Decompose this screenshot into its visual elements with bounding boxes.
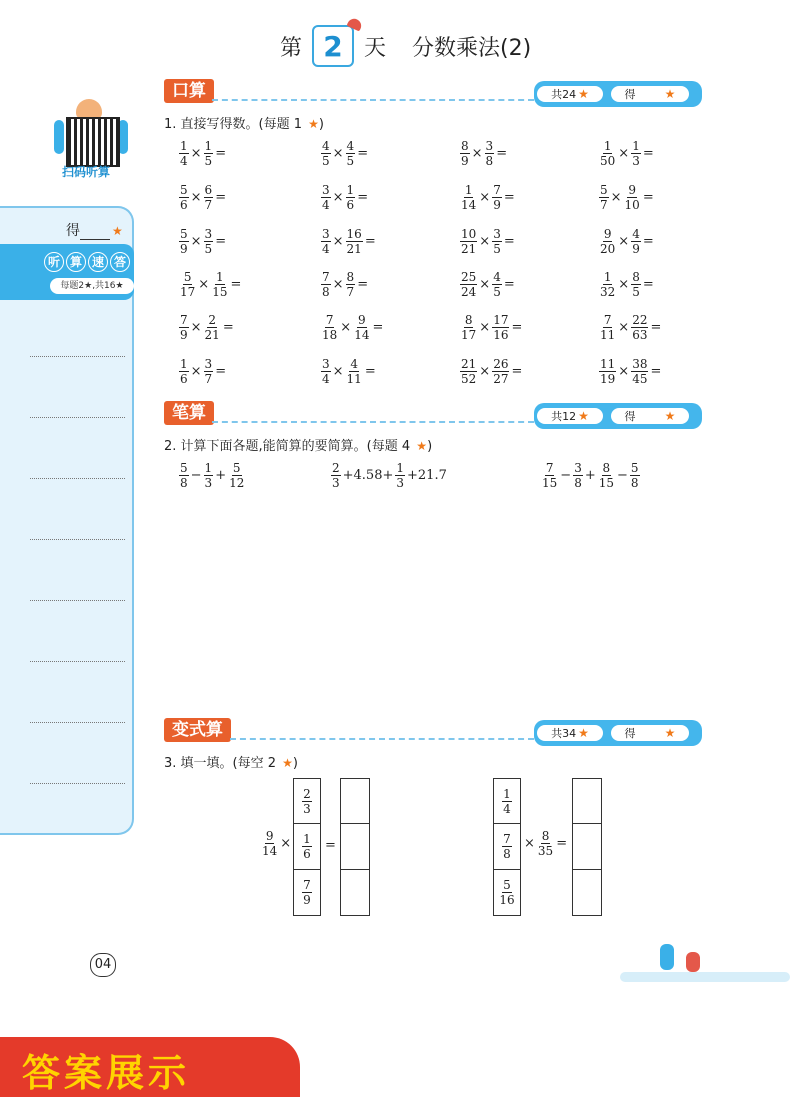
- answer-line[interactable]: [30, 722, 125, 723]
- oral-problem[interactable]: $\frac{5}{6}$ × $\frac{6}{7}$ =: [180, 183, 227, 212]
- star-icon: ★: [308, 117, 319, 131]
- equals-sign: =: [325, 838, 336, 853]
- answer-line[interactable]: [30, 783, 125, 784]
- oral-problem[interactable]: $\frac{25}{24}$ × $\frac{4}{5}$ =: [461, 270, 515, 299]
- answer-line[interactable]: [30, 417, 125, 418]
- fill-factor-column: [293, 778, 321, 916]
- oral-problem[interactable]: $\frac{10}{21}$ × $\frac{3}{5}$ =: [461, 227, 515, 256]
- question-text: 1. 直接写得数。(每题 1: [164, 117, 303, 132]
- fill-multiplier: $\frac{9}{14}$ ×: [262, 829, 292, 858]
- title-char: 算: [66, 252, 86, 272]
- section2-tag: 笔算: [164, 401, 214, 425]
- star-icon: ★: [664, 726, 676, 740]
- section2-divider: [212, 421, 534, 423]
- answer-line[interactable]: [30, 661, 125, 662]
- section3-score-pill: [534, 720, 702, 746]
- star-icon: ★: [112, 224, 123, 238]
- oral-problem[interactable]: $\frac{1}{4}$ × $\frac{1}{5}$ =: [180, 139, 227, 168]
- question-1: 1. 直接写得数。(每题 1 ★): [164, 117, 324, 132]
- oral-problem[interactable]: $\frac{3}{4}$ × $\frac{16}{21}$ =: [322, 227, 376, 256]
- answer-sidebar: [0, 206, 134, 835]
- day-number: 2: [323, 29, 343, 63]
- oral-problem[interactable]: $\frac{1}{14}$ × $\frac{7}{9}$ =: [461, 183, 515, 212]
- section3-tag: 变式算: [164, 718, 231, 742]
- oral-problem[interactable]: $\frac{9}{20}$ × $\frac{4}{9}$ =: [600, 227, 654, 256]
- oral-problem[interactable]: $\frac{21}{52}$ × $\frac{26}{27}$ =: [461, 357, 523, 386]
- title-char: 速: [88, 252, 108, 272]
- star-icon: ★: [578, 87, 589, 101]
- oral-problem[interactable]: $\frac{1}{50}$ × $\frac{1}{3}$ =: [600, 139, 654, 168]
- section1-tag: 口算: [164, 79, 214, 103]
- oral-problem[interactable]: $\frac{4}{5}$ × $\frac{4}{5}$ =: [322, 139, 369, 168]
- question-3: 3. 填一填。(每空 2 ★): [164, 756, 298, 771]
- factor-cell: $\frac{5}{16}$: [493, 870, 521, 916]
- answer-cell[interactable]: [572, 778, 602, 824]
- total-label: 共24: [551, 88, 577, 101]
- factor-cell: $\frac{7}{8}$: [493, 824, 521, 870]
- section1-score-pill: [534, 81, 702, 107]
- title-char: 听: [44, 252, 64, 272]
- oral-problem[interactable]: $\frac{5}{9}$ × $\frac{3}{5}$ =: [180, 227, 227, 256]
- oral-problem[interactable]: $\frac{8}{9}$ × $\frac{3}{8}$ =: [461, 139, 508, 168]
- oral-problem[interactable]: $\frac{7}{11}$ × $\frac{22}{63}$ =: [600, 313, 662, 342]
- section1-divider: [212, 99, 534, 101]
- factor-cell: $\frac{1}{6}$: [293, 824, 321, 870]
- snow-ground: [620, 972, 790, 982]
- hat-icon: [347, 17, 364, 32]
- answer-banner-label: 答案展示: [22, 1051, 191, 1095]
- oral-problem[interactable]: $\frac{11}{19}$ × $\frac{38}{45}$ =: [600, 357, 662, 386]
- oral-problem[interactable]: $\frac{8}{17}$ × $\frac{17}{16}$ =: [461, 313, 523, 342]
- oral-problem[interactable]: $\frac{5}{17}$ × $\frac{1}{15}$ =: [180, 270, 242, 299]
- oral-problem[interactable]: $\frac{1}{6}$ × $\frac{3}{7}$ =: [180, 357, 227, 386]
- answer-cell[interactable]: [340, 824, 370, 870]
- factor-cell: $\frac{1}{4}$: [493, 778, 521, 824]
- star-icon: ★: [578, 726, 589, 740]
- sidebar-score: [66, 220, 123, 240]
- oral-problem[interactable]: $\frac{3}{4}$ × $\frac{1}{6}$ =: [322, 183, 369, 212]
- question-text: 3. 填一填。(每空 2: [164, 756, 277, 771]
- answer-column: [340, 778, 370, 916]
- total-label: 共12: [551, 410, 577, 423]
- answer-line[interactable]: [30, 600, 125, 601]
- star-icon: ★: [664, 87, 676, 101]
- fill-multiplier: × $\frac{8}{35}$ =: [524, 829, 568, 858]
- answer-line[interactable]: [30, 478, 125, 479]
- star-icon: ★: [578, 409, 589, 423]
- answer-column: [572, 778, 602, 916]
- sidebar-title: [44, 252, 130, 272]
- answer-line[interactable]: [30, 539, 125, 540]
- oral-problem[interactable]: $\frac{7}{9}$ × $\frac{2}{21}$ =: [180, 313, 234, 342]
- written-problem[interactable]: $\frac{2}{3}$ +4.58+ $\frac{1}{3}$ +21.7: [332, 461, 447, 490]
- page-title: 分数乘法(2): [412, 35, 532, 61]
- score-label: 得: [624, 410, 636, 423]
- title-char: 答: [110, 252, 130, 272]
- fill-factor-column: [493, 778, 521, 916]
- day-prefix: 第: [280, 35, 303, 61]
- oral-problem[interactable]: $\frac{5}{7}$ × $\frac{9}{10}$ =: [600, 183, 654, 212]
- written-problem[interactable]: $\frac{5}{8}$ − $\frac{1}{3}$ + $\frac{5}{12}$: [180, 461, 245, 490]
- headphone-left-icon: [54, 120, 64, 154]
- score-label: 得: [624, 727, 636, 740]
- oral-problem[interactable]: $\frac{7}{18}$ × $\frac{9}{14}$ =: [322, 313, 384, 342]
- bird-icon: [76, 99, 102, 119]
- day-number-box: [312, 25, 354, 67]
- answer-cell[interactable]: [340, 870, 370, 916]
- sidebar-rule: 每题2★,共16★: [50, 278, 134, 294]
- page-number: 04: [90, 953, 116, 977]
- score-label: 得: [624, 88, 636, 101]
- star-icon: ★: [282, 756, 293, 770]
- oral-problem[interactable]: $\frac{7}{8}$ × $\frac{8}{7}$ =: [322, 270, 369, 299]
- page-header: [280, 26, 531, 66]
- star-icon: ★: [664, 409, 676, 423]
- factor-cell: $\frac{2}{3}$: [293, 778, 321, 824]
- score-blank[interactable]: [80, 223, 110, 240]
- oral-problem[interactable]: $\frac{1}{32}$ × $\frac{8}{5}$ =: [600, 270, 654, 299]
- score-label: 得: [66, 223, 80, 239]
- answer-line[interactable]: [30, 356, 125, 357]
- qr-code-icon[interactable]: [66, 117, 120, 167]
- answer-cell[interactable]: [340, 778, 370, 824]
- written-problem[interactable]: $\frac{7}{15}$ − $\frac{3}{8}$ + $\frac{8}{15}$ − $\frac{5}{8}$: [542, 461, 639, 490]
- section3-divider: [230, 738, 534, 740]
- kid-illustration: [686, 952, 700, 972]
- question-text: 2. 计算下面各题,能简算的要简算。(每题 4: [164, 439, 411, 454]
- star-icon: ★: [416, 439, 428, 453]
- question-2: 2. 计算下面各题,能简算的要简算。(每题 4 ★): [164, 439, 433, 454]
- answer-cell[interactable]: [572, 824, 602, 870]
- answer-cell[interactable]: [572, 870, 602, 916]
- day-suffix: 天: [364, 35, 387, 61]
- oral-problem[interactable]: $\frac{3}{4}$ × $\frac{4}{11}$ =: [322, 357, 376, 386]
- qr-label: 扫码听算: [62, 165, 111, 179]
- section2-score-pill: [534, 403, 702, 429]
- factor-cell: $\frac{7}{9}$: [293, 870, 321, 916]
- kid-illustration: [660, 944, 674, 970]
- total-label: 共34: [551, 727, 577, 740]
